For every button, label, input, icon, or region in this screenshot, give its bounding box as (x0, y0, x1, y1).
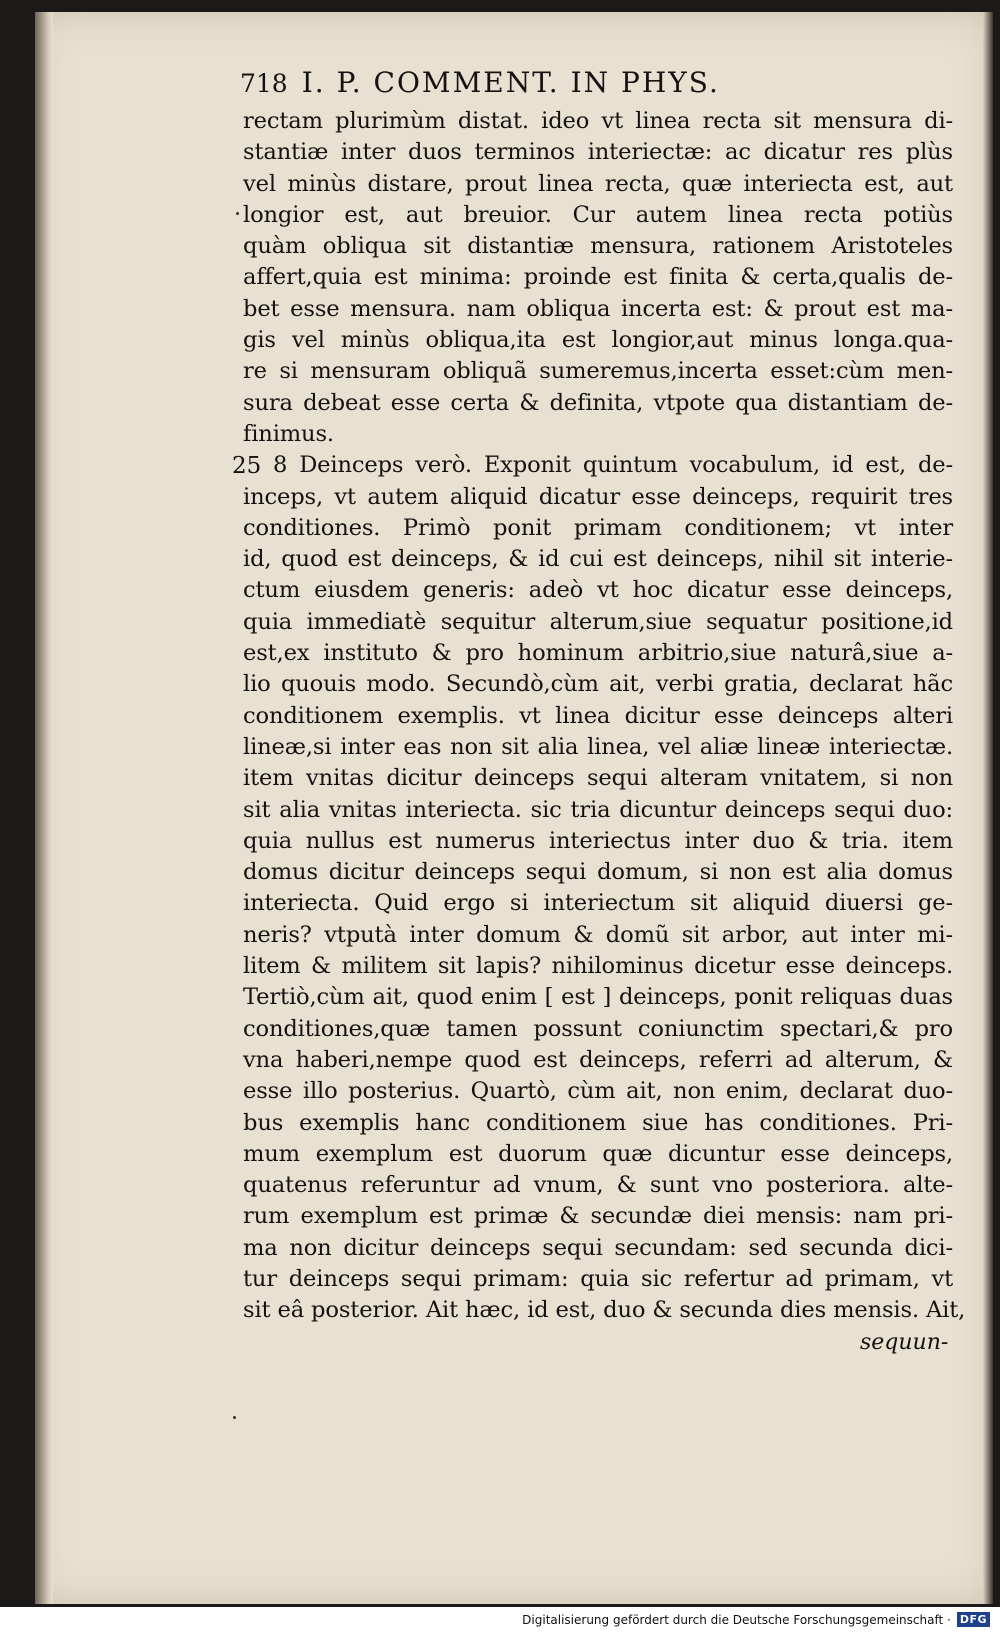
text-line: ma non dicitur deinceps sequi secundam: sed secunda dici- (243, 1234, 953, 1261)
text-line: quia nullus est numerus interiectus inter duo & tria. item (243, 827, 953, 854)
text-line: rectam plurimùm distat. ideo vt linea recta sit mensura di- (243, 108, 953, 134)
ink-speck (233, 1416, 236, 1419)
text-line: inceps, vt autem aliquid dicatur esse deinceps, requirit tres (243, 483, 953, 510)
text-line: lio quouis modo. Secundò,cùm ait, verbi gratia, declarat hãc (243, 671, 953, 698)
text-line: item vnitas dicitur deinceps sequi alteram vnitatem, si non (243, 765, 953, 792)
text-line: re si mensuram obliquã sumeremus,incerta esset:cùm men- (243, 358, 953, 385)
page-header (240, 66, 890, 100)
text-line: id, quod est deinceps, & id cui est deinceps, nihil sit interie- (243, 546, 953, 573)
text-line: rum exemplum est primæ & secundæ diei mensis: nam pri- (243, 1203, 953, 1230)
page-edge (983, 12, 993, 1604)
text-line: stantiæ inter duos terminos interiectæ: ac dicatur res plùs (243, 139, 953, 166)
text-line: est,ex instituto & pro hominum arbitrio,siue naturâ,siue a- (243, 640, 953, 667)
text-line: interiecta. Quid ergo si interiectum sit aliquid diuersi ge- (243, 890, 953, 917)
text-line: quàm obliqua sit distantiæ mensura, rationem Aristoteles (243, 233, 953, 260)
text-line: ctum eiusdem generis: adeò vt hoc dicatur esse deinceps, (243, 577, 953, 604)
text-line: conditiones. Primò ponit primam conditionem; vt inter (243, 514, 953, 541)
text-line: neris? vtputà inter domum & domũ sit arbor, aut inter mi- (243, 921, 953, 948)
ink-speck (236, 212, 239, 215)
dfg-logo: DFG (957, 1612, 990, 1627)
text-line: litem & militem sit lapis? nihilominus dicetur esse deinceps. (243, 953, 953, 980)
text-line: 8 Deinceps verò. Exponit quintum vocabulum, id est, de- (273, 452, 953, 479)
text-line: esse illo posterius. Quartò, cùm ait, non enim, declarat duo- (243, 1078, 953, 1105)
text-line: sura debeat esse certa & definita, vtpote qua distantiam de- (243, 389, 953, 416)
text-line: quia immediatè sequitur alterum,siue sequatur positione,id (243, 608, 953, 635)
text-line: domus dicitur deinceps sequi domum, si non est alia domus (243, 859, 953, 886)
text-line: conditionem exemplis. vt linea dicitur esse deinceps alteri (243, 702, 953, 729)
text-line: mum exemplum est duorum quæ dicuntur esse deinceps, (243, 1140, 953, 1167)
text-line: longior est, aut breuior. Cur autem linea recta potiùs (243, 201, 953, 228)
digitization-footer (522, 1612, 990, 1627)
text-line: bus exemplis hanc conditionem siue has conditiones. Pri- (243, 1109, 953, 1136)
footer-text: Digitalisierung gefördert durch die Deutsche Forschungsgemeinschaft · (522, 1612, 951, 1627)
body-text (243, 106, 966, 1327)
text-line: sit eâ posterior. Ait hæc, id est, duo & secunda dies mensis. Ait, (243, 1297, 966, 1324)
catchword: sequun- (860, 1330, 949, 1355)
text-line: conditiones,quæ tamen possunt coniunctim spectari,& pro (243, 1015, 953, 1042)
text-line: tur deinceps sequi primam: quia sic refertur ad primam, vt (243, 1265, 953, 1292)
text-line: affert,quia est minima: proinde est finita & certa,qualis de- (243, 264, 953, 291)
margin-line-number: 25 (232, 453, 262, 479)
text-line: gis vel minùs obliqua,ita est longior,aut minus longa.qua- (243, 327, 953, 354)
running-title: I. P. COMMENT. IN PHYS. (301, 66, 720, 99)
text-line: vel minùs distare, prout linea recta, quæ interiecta est, aut (243, 170, 953, 197)
text-line: vna haberi,nempe quod est deinceps, referri ad alterum, & (243, 1046, 953, 1073)
page-number: 718 (240, 69, 288, 98)
text-line: sit alia vnitas interiecta. sic tria dicuntur deinceps sequi duo: (243, 796, 953, 823)
text-line: Tertiò,cùm ait, quod enim [ est ] deinceps, ponit reliquas duas (243, 984, 953, 1011)
page-gutter (35, 12, 53, 1604)
text-line: quatenus referuntur ad vnum, & sunt vno posteriora. alte- (243, 1172, 953, 1199)
text-line: finimus. (243, 420, 334, 447)
text-line: bet esse mensura. nam obliqua incerta est: & prout est ma- (243, 295, 953, 322)
text-line: lineæ,si inter eas non sit alia linea, vel aliæ lineæ interiectæ. (243, 733, 953, 760)
